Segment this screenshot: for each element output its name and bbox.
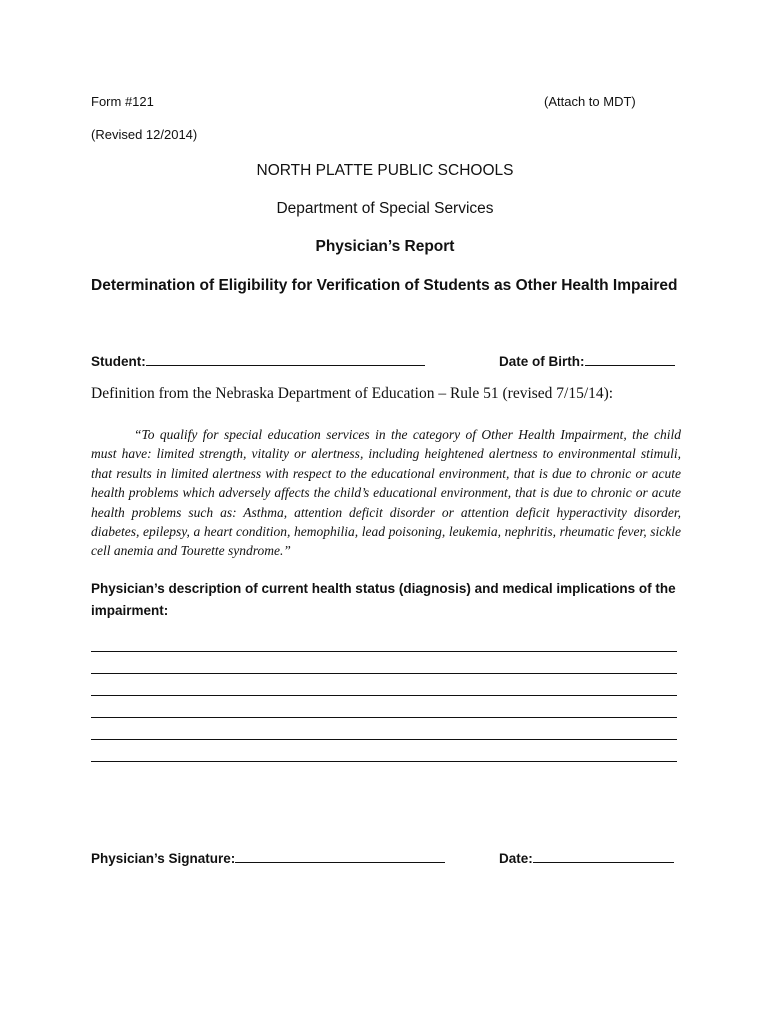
dob-field [499, 352, 675, 369]
school-name: NORTH PLATTE PUBLIC SCHOOLS [256, 162, 514, 179]
department-name: Department of Special Services [276, 200, 494, 217]
dob-label: Date of Birth: [499, 354, 585, 369]
description-line-4[interactable] [91, 717, 677, 718]
description-line-5[interactable] [91, 739, 677, 740]
description-line-3[interactable] [91, 695, 677, 696]
attach-note: (Attach to MDT) [544, 94, 636, 109]
definition-quote: “To qualify for special education services in the category of Other Health Impairment, the child must have: limited strength, vitality or alertness, including heightened alertness to environmental stimuli, that results in limited alertness with respect to the educational environment, that is due to chronic or acute health problems which adversely affects the child’s educational environment, that is due to chronic or acute health problems such as: Asthma, attention deficit disorder or attention deficit hyperactivity disorder, diabetes, epilepsy, a heart condition, hemophilia, lead poisoning, leukemia, nephritis, rheumatic fever, sickle cell anemia and Tourette syndrome.” [91, 427, 681, 559]
date-input-line[interactable] [533, 849, 674, 863]
student-label: Student: [91, 354, 146, 369]
determination-title: Determination of Eligibility for Verification of Students as Other Health Impaired [91, 277, 678, 294]
student-input-line[interactable] [146, 352, 425, 366]
student-field [91, 352, 425, 369]
signature-field [91, 849, 445, 866]
report-title: Physician’s Report [315, 238, 455, 255]
date-label: Date: [499, 851, 533, 866]
signature-label: Physician’s Signature: [91, 851, 236, 866]
description-line-1[interactable] [91, 651, 677, 652]
definition-heading: Definition from the Nebraska Department of Education – Rule 51 (revised 7/15/14): [91, 385, 614, 402]
description-line-6[interactable] [91, 761, 677, 762]
dob-input-line[interactable] [585, 352, 675, 366]
date-field [499, 849, 674, 866]
description-prompt: Physician’s description of current health status (diagnosis) and medical implications of the impairment: [91, 581, 676, 618]
revised-date: (Revised 12/2014) [91, 127, 198, 142]
description-line-2[interactable] [91, 673, 677, 674]
form-number: Form #121 [91, 94, 154, 109]
signature-input-line[interactable] [235, 849, 445, 863]
